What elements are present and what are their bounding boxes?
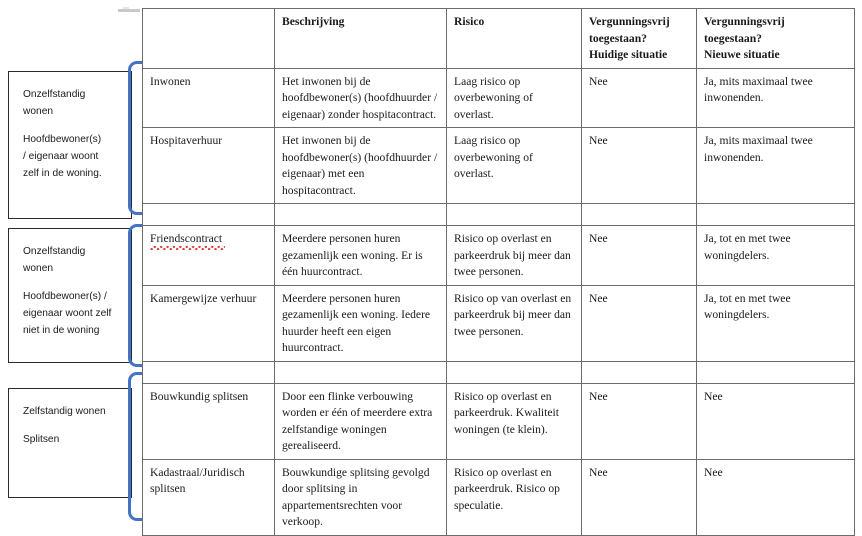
table-row [143,383,855,459]
category-body-line-2: / eigenaar woont [23,151,99,162]
cell-new: Ja, tot en met twee woningdelers. [697,285,855,361]
category-body-line-1: Hoofdbewoner(s) / [23,291,107,302]
term-text: Kadastraal/Juridisch splitsen [150,465,245,495]
category-body-line-3: zelf in de woning. [23,168,102,179]
category-body-line-1: Splitsen [23,434,60,445]
table-row [143,226,855,286]
category-title-line-2: wonen [23,106,54,117]
column-header-line-3: Huidige situatie [589,48,668,61]
cell-risk: Risico op van overlast en parkeerdruk bij meer dan twee personen. [447,285,582,361]
term-text: Inwonen [150,74,191,88]
spacer-cell [447,361,582,383]
cell-description: Meerdere personen huren gezamenlijk een woning. Er is één huurcontract. [275,226,447,286]
cell-description: Meerdere personen huren gezamenlijk een woning. Iedere huurder heeft een eigen huurcontract. [275,285,447,361]
cell-risk: Laag risico op overbewoning of overlast. [447,68,582,128]
category-gap [23,120,119,131]
spacer-cell [697,361,855,383]
cell-term [143,226,275,286]
cell-new: Ja, tot en met twee woningdelers. [697,226,855,286]
spacer-cell [275,361,447,383]
category-gap [23,420,119,431]
group-spacer-row [143,361,855,383]
spacer-cell [143,361,275,383]
table-row [143,128,855,204]
cell-description: Door een flinke verbouwing worden er één of meerdere extra zelfstandige woningen gerealiseerd. [275,383,447,459]
group-bracket-icon-1 [128,61,142,215]
cell-description: Het inwonen bij de hoofdbewoner(s) (hoofdhuurder / eigenaar) zonder hospitacontract. [275,68,447,128]
column-header-huidige-situatie [582,9,697,69]
term-text-misspelled: Friendscontract [150,231,222,248]
category-body-line-2: eigenaar woont zelf [23,308,112,319]
cell-current: Nee [582,128,697,204]
category-body-line-1: Hoofdbewoner(s) [23,134,102,145]
cell-current: Nee [582,226,697,286]
cell-term [143,68,275,128]
group-bracket-icon-2 [128,224,142,367]
column-header-nieuwe-situatie [697,9,855,69]
cell-term [143,459,275,535]
term-text: Bouwkundig splitsen [150,389,249,403]
category-title-line-1: Onzelfstandig [23,89,86,100]
table-row [143,68,855,128]
spacer-cell [582,204,697,226]
table-header-row [143,9,855,69]
housing-rules-table [142,8,855,536]
cell-term [143,128,275,204]
column-header-risico: Risico [447,9,582,69]
cell-risk: Risico op overlast en parkeerdruk. Kwaliteit woningen (te klein). [447,383,582,459]
stray-artifact-mark [118,9,140,12]
cell-new: Ja, mits maximaal twee inwonenden. [697,68,855,128]
cell-new: Nee [697,383,855,459]
term-text: Hospitaverhuur [150,134,223,147]
cell-risk: Laag risico op overbewoning of overlast. [447,128,582,204]
column-header-beschrijving: Beschrijving [275,9,447,69]
spacer-cell [582,361,697,383]
spacer-cell [143,204,275,226]
column-header-line-1: Vergunningsvrij [589,15,670,28]
cell-risk: Risico op overlast en parkeerdruk bij meer dan twee personen. [447,226,582,286]
column-header-line-2: toegestaan? [704,31,762,45]
cell-current: Nee [582,68,697,128]
category-title-line-1: Onzelfstandig [23,246,86,257]
category-title-line-2: wonen [23,263,54,274]
cell-new: Ja, mits maximaal twee inwonenden. [697,128,855,204]
cell-current: Nee [582,459,697,535]
cell-risk: Risico op overlast en parkeerdruk. Risico op speculatie. [447,459,582,535]
cell-current: Nee [582,383,697,459]
category-box-zelfstandig-wonen [8,388,132,498]
category-title-line-1: Zelfstandig wonen [23,406,106,417]
category-body-line-3: niet in de woning [23,325,100,336]
spacer-cell [275,204,447,226]
cell-new: Nee [697,459,855,535]
category-gap [23,277,119,288]
stray-artifact-mark-2 [123,7,129,9]
category-box-onzelfstandig-niet-inwonend [8,228,132,363]
table-row [143,459,855,535]
column-header-term [143,9,275,69]
cell-description: Het inwonen bij de hoofdbewoner(s) (hoofdhuurder / eigenaar) met een hospitacontract. [275,128,447,204]
spacer-cell [697,204,855,226]
column-header-line-3: Nieuwe situatie [704,48,780,61]
table-row [143,285,855,361]
cell-current: Nee [582,285,697,361]
category-box-onzelfstandig-inwonend [8,71,132,219]
group-spacer-row [143,204,855,226]
cell-term [143,285,275,361]
cell-description: Bouwkundige splitsing gevolgd door splitsing in appartementsrechten voor verkoop. [275,459,447,535]
column-header-line-1: Vergunningsvrij [704,15,785,28]
term-text: Kamergewijze verhuur [150,291,257,305]
cell-term [143,383,275,459]
group-bracket-icon-3 [128,372,142,521]
column-header-line-2: toegestaan? [589,31,647,45]
spacer-cell [447,204,582,226]
